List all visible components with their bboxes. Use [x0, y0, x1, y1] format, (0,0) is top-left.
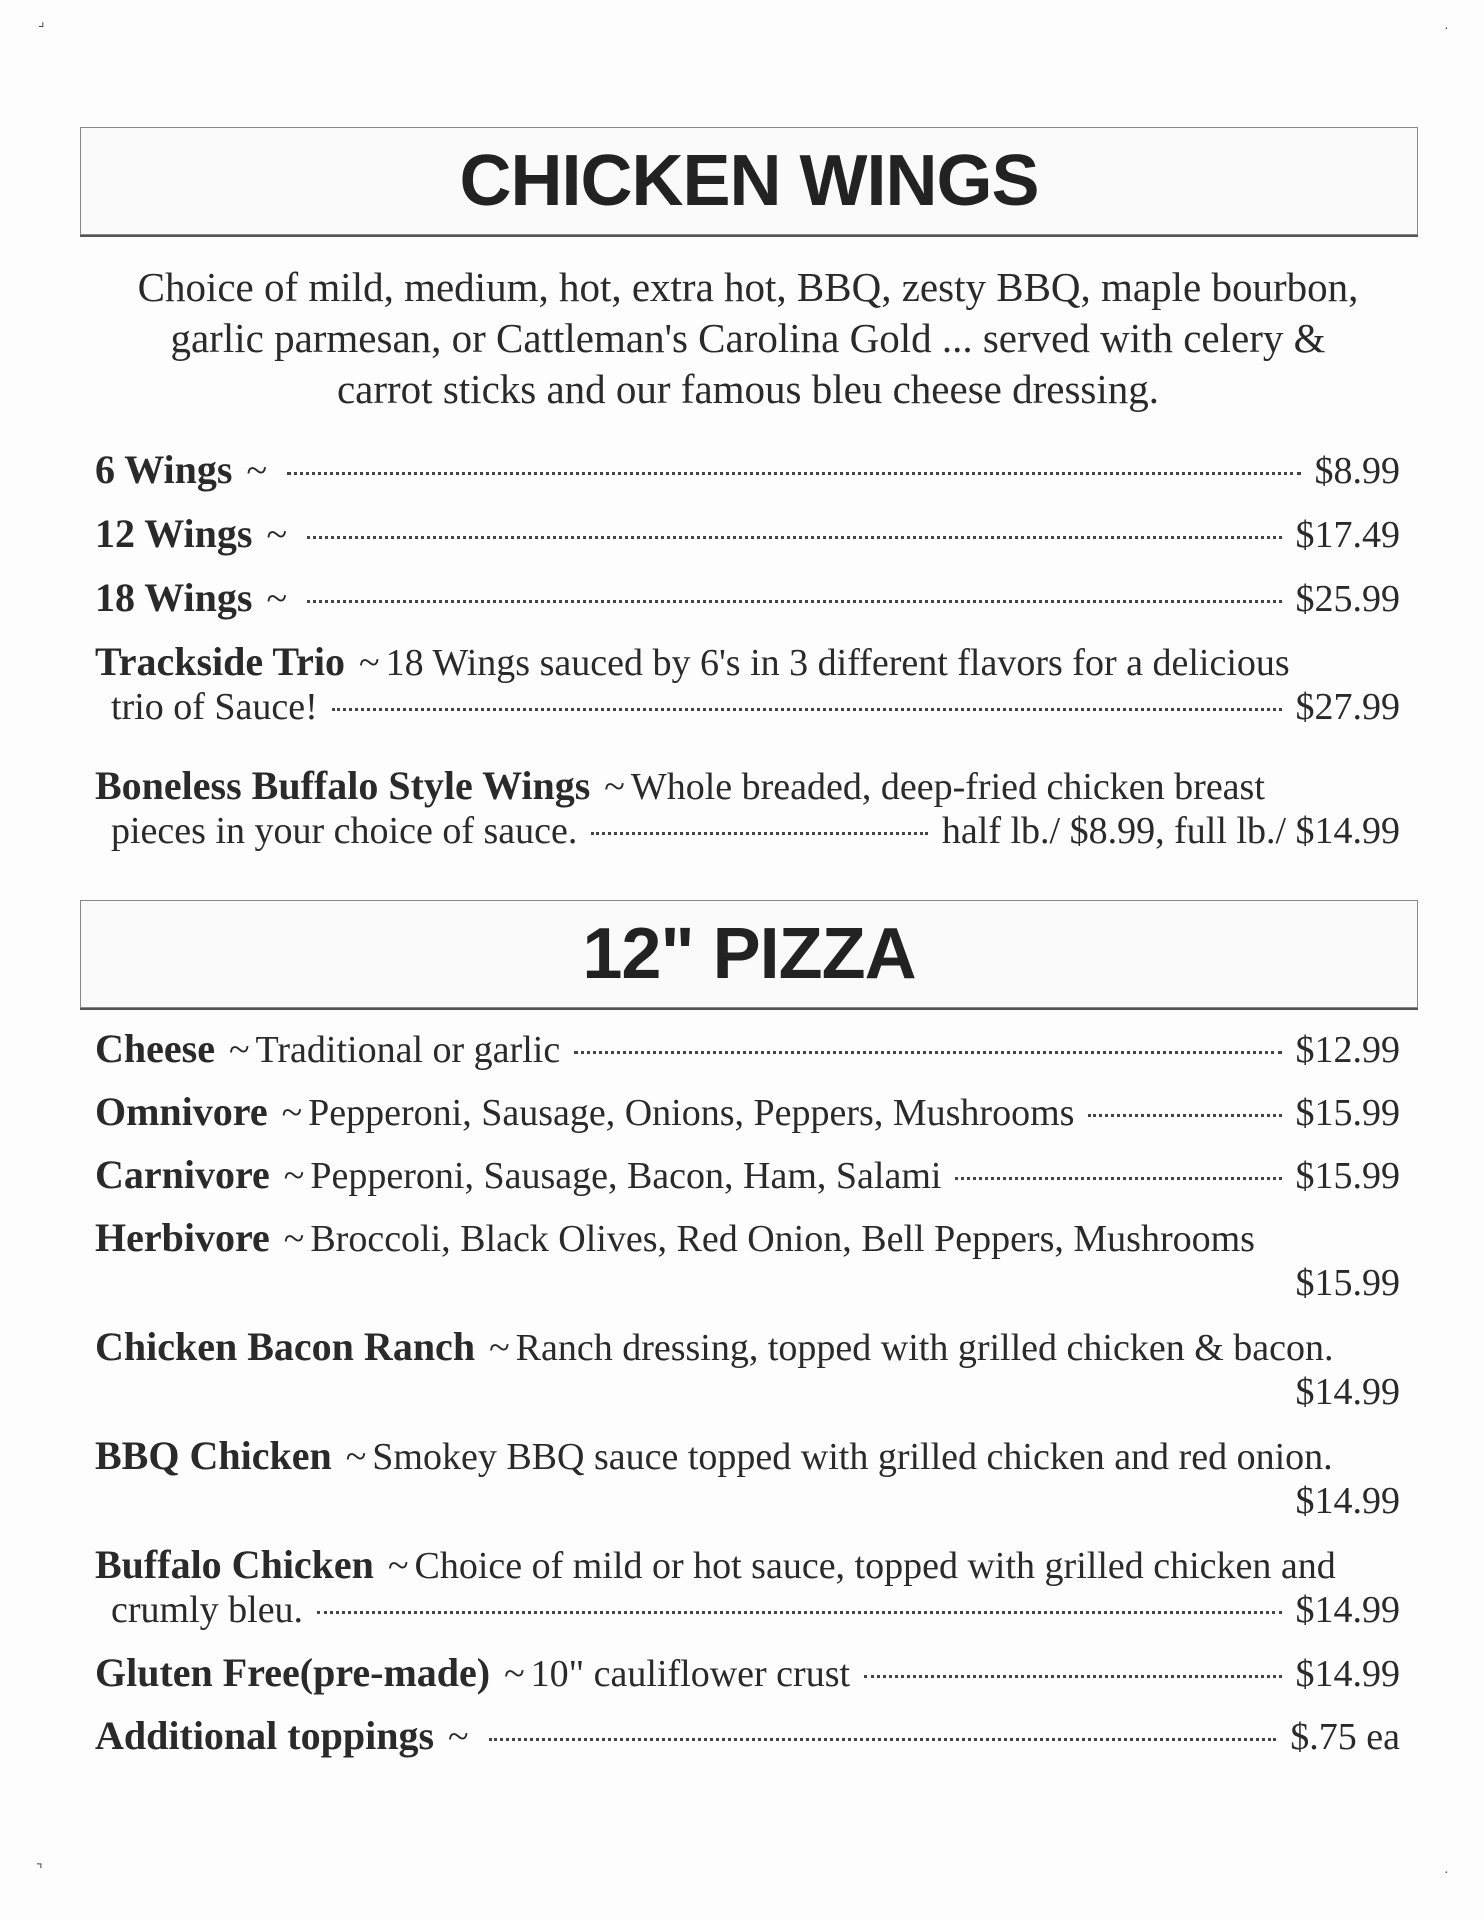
separator: ~	[448, 1716, 469, 1758]
item-price: half lb./ $8.99, full lb./ $14.99	[941, 810, 1400, 852]
menu-item-trackside-trio	[95, 640, 1400, 729]
item-description: Traditional or garlic	[255, 1029, 561, 1071]
section-header-pizza	[80, 900, 1418, 1008]
item-name: Herbivore	[95, 1215, 270, 1260]
item-name: Gluten Free(pre-made)	[95, 1650, 491, 1695]
intro-line: carrot sticks and our famous bleu cheese dressing.	[336, 366, 1160, 412]
separator: ~	[604, 766, 625, 808]
item-description: Ranch dressing, topped with grilled chicken & bacon.	[515, 1327, 1334, 1369]
item-description: pieces in your choice of sauce.	[111, 810, 578, 852]
separator: ~	[246, 450, 268, 492]
item-name: Omnivore	[95, 1089, 268, 1134]
item-name: Buffalo Chicken	[95, 1542, 374, 1587]
scan-mark: ·	[1444, 22, 1449, 37]
item-name: Carnivore	[95, 1152, 270, 1197]
item-name: Chicken Bacon Ranch	[95, 1324, 476, 1369]
pizza-item-carnivore	[95, 1153, 1400, 1198]
scan-mark: ·	[1444, 1866, 1449, 1881]
dot-leader	[307, 600, 1281, 603]
item-price: $15.99	[1295, 1155, 1400, 1197]
item-description: Pepperoni, Sausage, Bacon, Ham, Salami	[310, 1155, 942, 1197]
intro-line: garlic parmesan, or Cattleman's Carolina Gold ... served with celery &	[170, 315, 1326, 361]
separator: ~	[281, 1092, 303, 1134]
item-description: trio of Sauce!	[111, 686, 318, 728]
separator: ~	[266, 578, 288, 620]
menu-item	[95, 576, 1400, 621]
item-description: crumly bleu.	[111, 1589, 304, 1631]
item-price: $12.99	[1295, 1029, 1400, 1071]
item-price: $14.99	[1295, 1371, 1400, 1413]
pizza-item-chicken-bacon-ranch	[95, 1325, 1400, 1414]
scan-mark: ⌟	[38, 15, 45, 30]
dot-leader	[574, 1051, 1281, 1054]
dot-leader	[955, 1177, 1281, 1180]
item-price: $17.49	[1295, 514, 1400, 556]
dot-leader	[287, 472, 1300, 475]
item-description: Broccoli, Black Olives, Red Onion, Bell Peppers, Mushrooms	[310, 1218, 1255, 1260]
separator: ~	[283, 1218, 305, 1260]
item-name: BBQ Chicken	[95, 1433, 332, 1478]
item-description: Whole breaded, deep-fried chicken breast	[630, 766, 1265, 808]
pizza-item-cheese	[95, 1027, 1400, 1072]
intro-line: Choice of mild, medium, hot, extra hot, BBQ, zesty BBQ, maple bourbon,	[137, 264, 1359, 310]
separator: ~	[489, 1327, 510, 1369]
item-description: Pepperoni, Sausage, Onions, Peppers, Mushrooms	[308, 1092, 1075, 1134]
item-price: $27.99	[1295, 686, 1400, 728]
menu-item	[95, 448, 1400, 493]
item-price: $8.99	[1314, 450, 1400, 492]
pizza-item-bbq-chicken	[95, 1434, 1400, 1523]
item-description: Choice of mild or hot sauce, topped with grilled chicken and	[414, 1545, 1336, 1587]
scan-mark: ⌝	[36, 1863, 43, 1878]
section-title: CHICKEN WINGS	[459, 141, 1039, 221]
dot-leader	[591, 832, 928, 835]
item-name: Additional toppings	[95, 1713, 435, 1758]
item-name: Cheese	[95, 1026, 215, 1071]
item-description: 10" cauliflower crust	[530, 1653, 851, 1695]
menu-item	[95, 512, 1400, 557]
item-name: Trackside Trio	[95, 639, 345, 684]
dot-leader	[864, 1675, 1281, 1678]
item-name: 6 Wings	[95, 447, 233, 492]
menu-item-boneless-wings	[95, 764, 1400, 853]
wings-intro	[80, 262, 1416, 415]
pizza-item-herbivore	[95, 1216, 1400, 1305]
item-price: $14.99	[1295, 1589, 1400, 1631]
pizza-item-gluten-free	[95, 1651, 1400, 1696]
pizza-item-buffalo-chicken	[95, 1543, 1400, 1632]
item-price: $14.99	[1295, 1653, 1400, 1695]
item-description: 18 Wings sauced by 6's in 3 different flavors for a delicious	[385, 642, 1290, 684]
item-price: $.75 ea	[1290, 1716, 1400, 1758]
separator: ~	[504, 1653, 525, 1695]
dot-leader	[1088, 1114, 1281, 1117]
separator: ~	[387, 1545, 409, 1587]
dot-leader	[307, 536, 1281, 539]
separator: ~	[228, 1029, 250, 1071]
dot-leader	[489, 1738, 1277, 1741]
section-header-wings	[80, 127, 1418, 235]
item-price: $14.99	[1295, 1480, 1400, 1522]
separator: ~	[266, 514, 288, 556]
dot-leader	[332, 708, 1282, 711]
item-name: 18 Wings	[95, 575, 253, 620]
pizza-item-additional-toppings	[95, 1714, 1400, 1759]
separator: ~	[359, 642, 380, 684]
item-price: $25.99	[1295, 578, 1400, 620]
item-price: $15.99	[1295, 1092, 1400, 1134]
separator: ~	[345, 1436, 367, 1478]
item-price: $15.99	[1295, 1262, 1400, 1304]
section-title: 12" PIZZA	[582, 914, 916, 994]
item-name: Boneless Buffalo Style Wings	[95, 763, 591, 808]
item-name: 12 Wings	[95, 511, 253, 556]
pizza-item-omnivore	[95, 1090, 1400, 1135]
item-description: Smokey BBQ sauce topped with grilled chicken and red onion.	[372, 1436, 1333, 1478]
dot-leader	[317, 1611, 1281, 1614]
separator: ~	[283, 1155, 305, 1197]
